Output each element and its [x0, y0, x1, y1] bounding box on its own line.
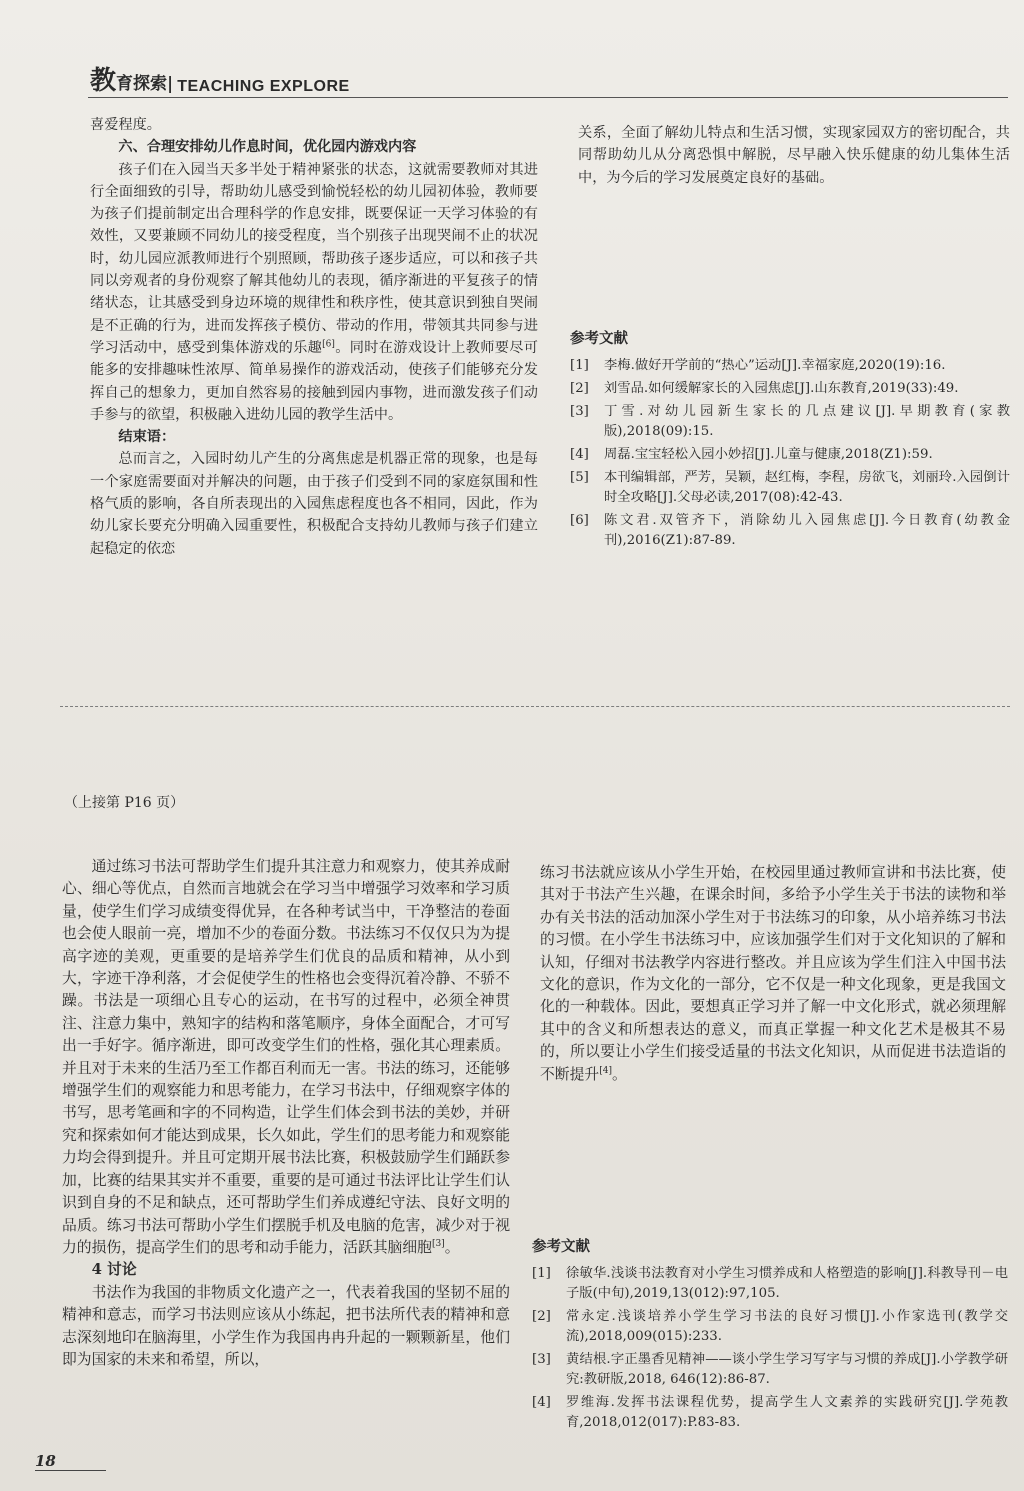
references-top	[570, 328, 1010, 554]
paragraph: 孩子们在入园当天多半处于精神紧张的状态，这就需要教师对其进行全面细致的引导，帮助幼儿感受到愉悦轻松的幼儿园初体验，教师要为孩子们提前制定出合理科学的作息安排，既要保证一天学习体验的有效性，又要兼顾不同幼儿的接受程度，当个别孩子出现哭闹不止的状况时，幼儿园应派教师进行个别照顾，帮助孩子逐步适应，可以和孩子共同以旁观者的身份观察了解其他幼儿的表现，循序渐进的平复孩子的情绪状态，让其感受到身边环境的规律性和秩序性，使其意识到独自哭闹是不正确的行为，进而发挥孩子模仿、带动的作用，带领其共同参与进学习活动中，感受到集体游戏的乐趣[6]。同时在游戏设计上教师要尽可能多的安排趣味性浓厚、简单易操作的游戏活动，使孩子们能够充分发挥自己的想象力，更加自然容易的接触到园内事物，进而激发孩子们动手参与的欲望，积极融入进幼儿园的教学生活中。	[90, 161, 538, 423]
section-heading: 六、合理安排幼儿作息时间，优化园内游戏内容	[118, 139, 417, 156]
reference-item: [5] 本刊编辑部，严芳，吴颖，赵红梅，李程，房欲飞，刘丽玲.入园倒计时全攻略[J].父母必读,2017(08):42-43.	[570, 470, 1010, 506]
header-logo-rest: 育探索	[116, 74, 168, 94]
citation-mark: [3]	[431, 1238, 445, 1249]
top-right-column	[578, 122, 1010, 189]
reference-item: [1] 李梅.做好开学前的“热心”运动[J].幸福家庭,2020(19):16.	[570, 358, 946, 374]
reference-item: [6] 陈文君.双管齐下，消除幼儿入园焦虑[J].今日教育(幼教金刊),2016(Z1):87-89.	[570, 513, 1010, 549]
references-title: 参考文献	[570, 330, 628, 347]
reference-item: [2] 刘雪品.如何缓解家长的入园焦虑[J].山东教育,2019(33):49.	[570, 381, 959, 397]
citation-mark: [6]	[322, 339, 335, 350]
reference-item: [4] 罗维海.发挥书法课程优势，提高学生人文素养的实践研究[J].学苑教育,2018,012(017):P.83-83.	[532, 1395, 1008, 1431]
reference-item: [3] 黄结根.字正墨香见精神——谈小学生学习写字与习惯的养成[J].小学教学研究:教研版,2018, 646(12):86-87.	[532, 1352, 1008, 1388]
header-logo-char: 教	[90, 66, 117, 96]
reference-item: [4] 周磊.宝宝轻松入园小妙招[J].儿童与健康,2018(Z1):59.	[570, 447, 933, 463]
citation-mark: [4]	[599, 1065, 612, 1076]
page-number: 18	[35, 1452, 106, 1471]
reference-item: [3] 丁雪.对幼儿园新生家长的几点建议[J].早期教育(家教版),2018(09):15.	[570, 404, 1010, 440]
header-divider: |	[167, 74, 174, 94]
header-rule	[88, 97, 1008, 98]
references-bottom	[532, 1236, 1008, 1436]
section-heading: 4 讨论	[91, 1261, 137, 1279]
paragraph: 练习书法就应该从小学生开始，在校园里通过教师宣讲和书法比赛，使其对于书法产生兴趣，在课余时间，多给予小学生关于书法的读物和举办有关书法的活动加深小学生对于书法练习的印象，从小培养练习书法的习惯。在小学生书法练习中，应该加强学生们对于文化知识的了解和认知，仔细对书法教学内容进行整改。并且应该为学生们注入中国书法文化的意识，作为文化的一部分，它不仅是一种文化现象，更是我国文化的一种载体。因此，要想真正学习并了解一中文化形式，就必须理解其中的含义和所想表达的意义，而真正掌握一种文化艺术是极其不易的，所以要让小学生们接受适量的书法文化知识，从而促进书法造诣的不断提升[4]。	[540, 864, 1006, 1083]
section-divider	[60, 706, 1010, 707]
bottom-left-column	[62, 856, 510, 1371]
top-left-column	[90, 114, 538, 560]
paragraph: 通过练习书法可帮助学生们提升其注意力和观察力，使其养成耐心、细心等优点，自然而言地就会在学习当中增强学习效率和学习质量，使学生们学习成绩变得优异，在各种考试当中，干净整洁的卷面也会使人眼前一亮，增加不少的卷面分数。书法练习不仅仅只为为提高字迹的美观，更重要的是培养学生们优良的品质和精神，从小到大，字迹干净利落，才会促使学生的性格也会变得沉着冷静、不骄不躁。书法是一项细心且专心的运动，在书写的过程中，必须全神贯注、注意力集中，熟知字的结构和落笔顺序，身体全面配合，才可写出一手好字。循序渐进，即可改变学生们的性格，强化其心理素质。并且对于未来的生活乃至工作都百利而无一害。书法的练习，还能够增强学生们的观察能力和思考能力，在学习书法中，仔细观察字体的书写，思考笔画和字的不同构造，让学生们体会到书法的美妙，并研究和探索如何才能达到成果，长久如此，学生们的思考能力和观察能力均会得到提升。并且可定期开展书法比赛，积极鼓励学生们踊跃参加，比赛的结果其实并不重要，重要的是可通过书法评比让学生们认识到自身的不足和缺点，还可帮助学生们养成遵纪守法、良好文明的品质。练习书法可帮助小学生们摆脱手机及电脑的危害，减少对于视力的损伤，提高学生们的思考和动手能力，活跃其脑细胞[3]。	[62, 858, 510, 1256]
journal-header	[90, 56, 1010, 96]
bottom-right-column	[540, 862, 1006, 1086]
reference-item: [2] 常永定.浅谈培养小学生学习书法的良好习惯[J].小作家选刊(教学交流),2018,009(015):233.	[532, 1309, 1008, 1345]
paragraph: 喜爱程度。	[90, 117, 161, 133]
references-title: 参考文献	[532, 1238, 590, 1255]
paragraph: 关系，全面了解幼儿特点和生活习惯，实现家园双方的密切配合，共同帮助幼儿从分离恐惧中解脱，尽早融入快乐健康的幼儿集体生活中，为今后的学习发展奠定良好的基础。	[578, 125, 1010, 186]
conclusion-heading: 结束语：	[118, 429, 176, 446]
paragraph: 书法作为我国的非物质文化遗产之一，代表着我国的坚韧不屈的精神和意志，而学习书法则应该从小练起，把书法所代表的精神和意志深刻地印在脑海里，小学生作为我国冉冉升起的一颗颗新星，他们即为国家的未来和希望，所以，	[62, 1283, 510, 1368]
paragraph: 总而言之，入园时幼儿产生的分离焦虑是机器正常的现象，也是每一个家庭需要面对并解决的问题，由于孩子们受到不同的家庭氛围和性格气质的影响，各自所表现出的入园焦虑程度也各不相同，因此，作为幼儿家长要充分明确入园重要性，积极配合支持幼儿教师与孩子们建立起稳定的依恋	[90, 451, 538, 557]
reference-item: [1] 徐敏华.浅谈书法教育对小学生习惯养成和人格塑造的影响[J].科教导刊－电子版(中旬),2019,13(012):97,105.	[532, 1266, 1008, 1302]
header-english-title: TEACHING EXPLORE	[177, 78, 350, 95]
continued-from-label: （上接第 P16 页）	[64, 795, 185, 811]
